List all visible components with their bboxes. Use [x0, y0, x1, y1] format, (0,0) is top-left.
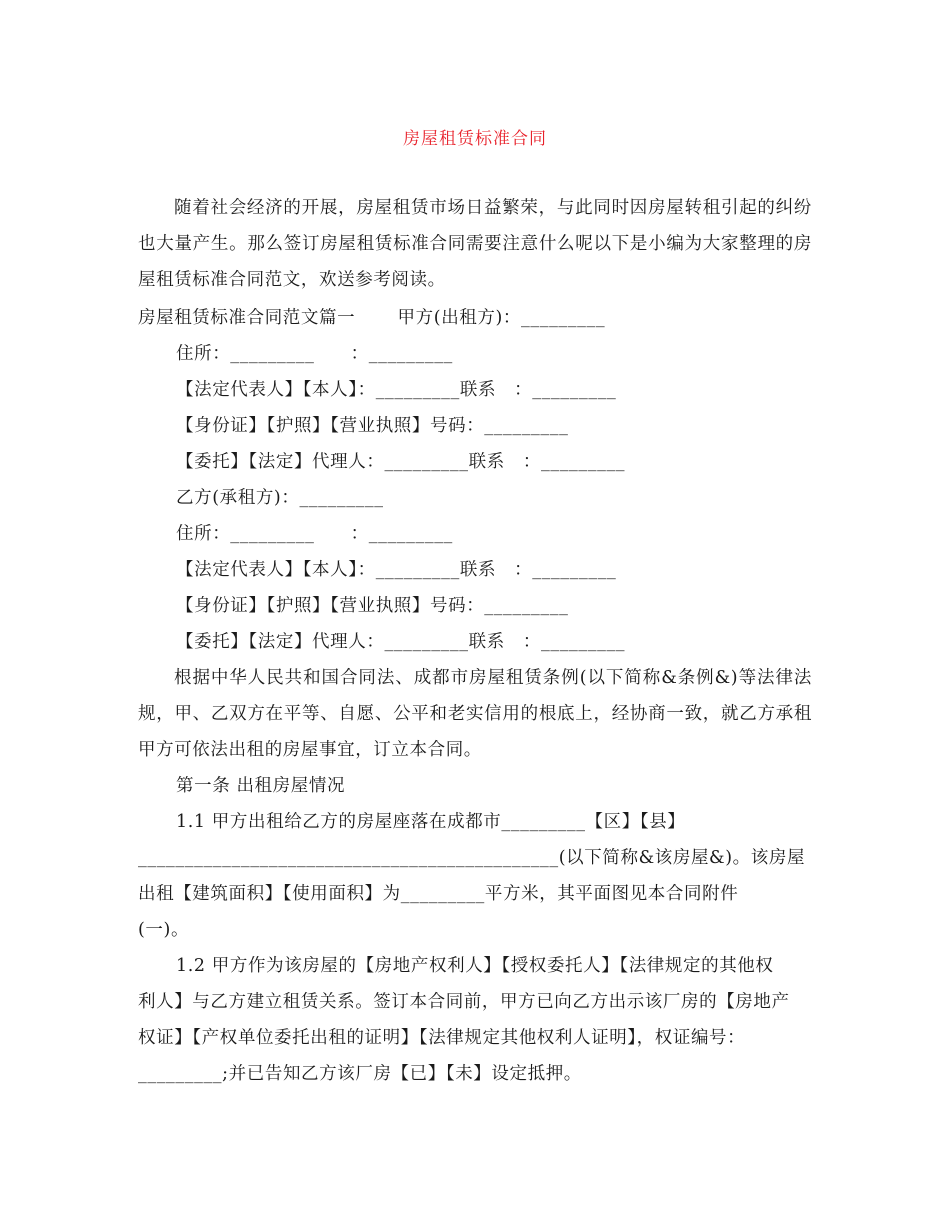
party-b-id: 【身份证】【护照】【营业执照】号码：_________ — [176, 596, 569, 616]
clause-1-1-line-1: 1.1 甲方出租给乙方的房屋座落在成都市_________【区】【县】 — [176, 812, 686, 832]
party-a-address: 住所：_________ ：_________ — [176, 344, 453, 364]
clause-1-2-line-3: 权证】【产权单位委托出租的证明】【法律规定其他权利人证明】，权证编号： — [138, 1028, 746, 1048]
document-title: 房屋租赁标准合同 — [403, 129, 547, 149]
article-1-heading: 第一条 出租房屋情况 — [176, 776, 346, 796]
intro-paragraph: 随着社会经济的开展，房屋租赁市场日益繁荣，与此同时因房屋转租引起的纠纷也大量产生。那么签订房屋租赁标准合同需要注意什么呢以下是小编为大家整理的房屋租赁标准合同范文，欢送参考阅读。 — [138, 198, 812, 290]
party-b-legal-rep: 【法定代表人】【本人】：_________联系 ：_________ — [176, 560, 617, 580]
clause-1-1-line-3: 出租【建筑面积】【使用面积】为_________平方米，其平面图见本合同附件 — [138, 884, 739, 904]
party-a-header: 房屋租赁标准合同范文篇一 甲方(出租方)：_________ — [138, 308, 606, 328]
party-b-address: 住所：_________ ：_________ — [176, 524, 453, 544]
party-b-agent: 【委托】【法定】代理人：_________联系 ：_________ — [176, 632, 626, 652]
clause-1-2-line-2: 利人】与乙方建立租赁关系。签订本合同前，甲方已向乙方出示该厂房的【房地产 — [138, 992, 790, 1012]
clause-1-1-line-2: _____________________________________________(以下简称&该房屋&)。该房屋 — [138, 848, 806, 868]
party-a-id: 【身份证】【护照】【营业执照】号码：_________ — [176, 416, 569, 436]
party-b-header: 乙方(承租方)：_________ — [176, 488, 384, 508]
clause-1-2-line-1: 1.2 甲方作为该房屋的【房地产权利人】【授权委托人】【法律规定的其他权 — [176, 956, 774, 976]
basis-paragraph: 根据中华人民共和国合同法、成都市房屋租赁条例(以下简称&条例&)等法律法规，甲、乙双方在平等、自愿、公平和老实信用的根底上，经协商一致，就乙方承租甲方可依法出租的房屋事宜，订立本合同。 — [138, 668, 812, 760]
party-a-legal-rep: 【法定代表人】【本人】：_________联系 ：_________ — [176, 380, 617, 400]
clause-1-1-line-4: (一)。 — [138, 920, 190, 940]
party-a-agent: 【委托】【法定】代理人：_________联系 ：_________ — [176, 452, 626, 472]
clause-1-2-line-4: _________;并已告知乙方该厂房【已】【未】设定抵押。 — [138, 1064, 582, 1084]
